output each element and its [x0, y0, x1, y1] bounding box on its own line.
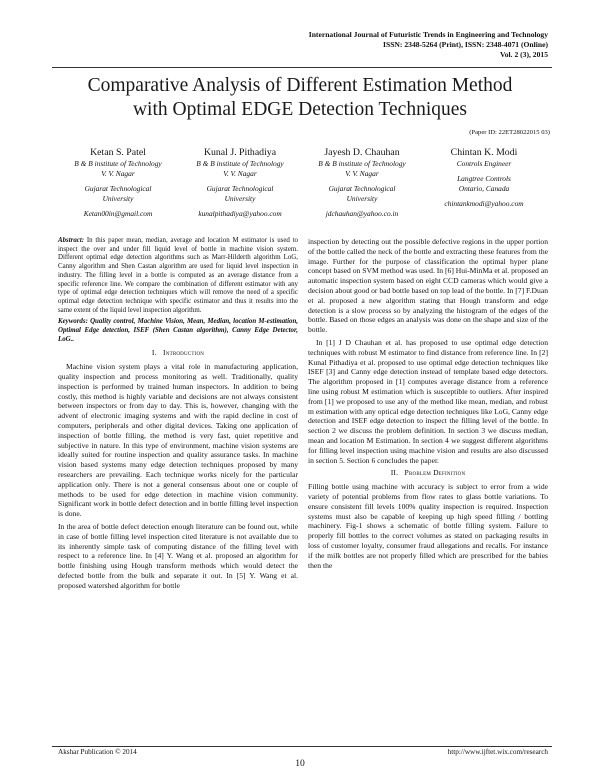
author-name: Jayesh D. Chauhan: [324, 147, 400, 158]
paragraph: In the area of bottle defect detection enough literature can be found out, while in case of bottle filling level inspection cited literature is not available due to its inherently simple task of computing distance of the filling level with respect to a reference line. In [4] Y. Wang et al. proposed an algorithm for bottle finishing using Hough transform methods which would detect the defected bottle from the bulk and separate it out. In [5] Y. Wang et al. proposed watershed algorithm for bottle: [58, 521, 298, 590]
author-location: V. V. Nagar: [101, 169, 135, 178]
paragraph: In [1] J D Chauhan et al. has proposed to use optimal edge detection techniques with robust M estimator to find distance from reference line. In [2] Kunal Pithadiya et al. proposed to use optimal edge detection techniques like ISEF [3] and Canny edge detection instead of template based edge detectors. The algorithm proposed in [1] computes average distance from a reference line using robust M estimation which is susceptible to outliers. After inspired from [1] we proposed to use any of the method like mean, median, and robust m estimation with any optical edge detection techniques like LoG, Canny edge detection and ISEF edge detection to inspect the filling level of the bottle. In section 2 we discuss the problem definition. In section 3 we discuss median, mean and location M Estimation. In section 4 we suggest different algorithms for filling level inspection using machine vision and results are also discussed in section 5. Section 6 concludes the paper.: [308, 337, 548, 465]
author-email[interactable]: kunalpithadiya@yahoo.com: [198, 209, 282, 218]
author-affiliation: B & B institute of Technology: [74, 159, 162, 168]
abstract-text: In this paper mean, median, average and location M estimator is used to inspect the over and under fill liquid level of bottle in machine vision system. Different optimal edge detection algorithms such as Marr-Hilderth algorithm LoG, Canny algorithm and Shen Castan algorithm are used for liquid level inspection in industry. The filling level in a bottle is computed as an average distance from a specific reference line. We compare the combination of different estimator with any type of optimal edge detection techniques which will remove the need of a specific optimal edge detection technique with specific estimator and thus it results into the same extent of the liquid level inspection algorithm.: [58, 237, 298, 314]
author-org: Langtree Controls: [457, 174, 511, 183]
journal-header: [48, 30, 548, 60]
author-org-2: University: [224, 194, 256, 203]
author-name: Ketan S. Patel: [90, 147, 146, 158]
author-org-2: University: [102, 194, 134, 203]
paper-id: (Paper ID: 22ET28022015 03): [469, 129, 550, 136]
header-rule: [52, 67, 552, 68]
author-name: Kunal J. Pithadiya: [203, 147, 277, 158]
author-org: Gujarat Technological: [206, 184, 274, 193]
abstract-label: Abstract:: [58, 237, 85, 244]
paragraph: inspection by detecting out the possible defective regions in the upper portion of the bottle called the neck of the bottle and extracting these features from the image. Further for the purpose of classification the optimal hyper plane concept based on SVM method was used. In [6] Hui-MinMa et al. proposed an automatic inspection system based on eight CCD cameras which would give a decision about good or bad bottle based on top lead of the bottle. In [7] F.Duan et al. proposed a new algorithm stating that Hough transform and edge detection is a slow process so by analyzing the histogram of the edges of the bottle. Based on those edges an analysis was done on the shape and size of the bottle.: [308, 237, 548, 335]
author-block-1: [58, 146, 178, 219]
abstract: [58, 237, 298, 315]
author-org-2: Ontario, Canada: [458, 184, 510, 193]
author-affiliation: B & B institute of Technology: [318, 159, 406, 168]
author-block-3: [302, 146, 422, 219]
section-title: Introduction: [163, 348, 205, 358]
footer-rule: [52, 746, 552, 747]
footer-publisher: Akshar Publication © 2014: [58, 748, 137, 756]
author-block-4: [424, 146, 544, 209]
author-affiliation: Controls Engineer: [456, 159, 512, 168]
author-org-2: University: [346, 194, 378, 203]
author-location: V. V. Nagar: [345, 169, 379, 178]
section-title: Problem Definition: [404, 468, 466, 478]
page-number: 10: [295, 758, 305, 769]
section-heading-problem-definition: [308, 468, 548, 478]
title-line-2: with Optimal EDGE Detection Techniques: [132, 99, 468, 120]
keywords: Keywords: Quality control, Machine Vision, Mean, Median, location M-estimation, Optimal Edge detection, ISEF (Shen Castan algorithm), Canny Edge Detector, LoG..: [58, 318, 298, 343]
journal-volume: Vol. 2 (3), 2015: [499, 50, 548, 59]
title-line-1: Comparative Analysis of Different Estimation Method: [87, 75, 513, 96]
left-column: [58, 237, 298, 594]
section-number: II.: [390, 468, 399, 478]
author-org: Gujarat Technological: [328, 184, 396, 193]
section-heading-introduction: [58, 348, 298, 358]
author-block-2: [180, 146, 300, 219]
author-email[interactable]: chintankmodi@yahoo.com: [444, 199, 524, 208]
author-name: Chintan K. Modi: [450, 147, 518, 158]
author-email[interactable]: Ketan00in@gmail.com: [83, 209, 153, 218]
section-number: I.: [151, 348, 157, 358]
right-column: [308, 237, 548, 573]
author-org: Gujarat Technological: [84, 184, 152, 193]
paragraph: Machine vision system plays a vital role in manufacturing application, quality inspection and process monitoring as well. Traditionally, quality inspection is performed by trained human inspectors. In addition to being costly, this method is highly variable and decisions are not always consistent between inspectors or from day to day. This is, however, changing with the advent of electronic imaging systems and with the rapid decline in cost of computers, peripherals and other digital devices. Taking one application of inspection of bottle filling, the method is very fast, quiet repetitive and subjective in nature. In this type of environment, machine vision systems are ideally suited for routine inspection and quality assurance tasks. In machine vision based systems many edge detection techniques proposed by many researchers are prevailing. Each technique works nicely for the particular application only. There is not a general consensus about one or couple of methods to be used for edge detection in machine vision community. Significant work in bottle defect detection and in bottle filling level inspection is done.: [58, 362, 298, 519]
journal-name: International Journal of Futuristic Trends in Engineering and Technology: [308, 30, 548, 39]
footer-url[interactable]: http://www.ijftet.wix.com/research: [447, 748, 548, 756]
paragraph: Filling bottle using machine with accuracy is subject to error from a wide variety of potential problems from flow rates to glass bottle variations. To ensure consistent fill levels 100% quality inspection is required. Inspection systems must also be capable of keeping up high speed filling / bottling machinery. Fig-1 shows a schematic of bottle filling system. Failure to properly fill bottles to the correct volumes as stated on packaging results in loss of customer loyalty, consumer fraud allegations and recalls. For instance if the milk bottles are not properly filled which are prescribed for the babies then the: [308, 482, 548, 570]
author-email[interactable]: jdchauhan@yahoo.co.in: [325, 209, 399, 218]
author-affiliation: B & B institute of Technology: [196, 159, 284, 168]
author-location: V. V. Nagar: [223, 169, 257, 178]
paper-title: [40, 74, 560, 122]
journal-issn: ISSN: 2348-5264 (Print), ISSN: 2348-4071 (Online): [383, 40, 548, 49]
